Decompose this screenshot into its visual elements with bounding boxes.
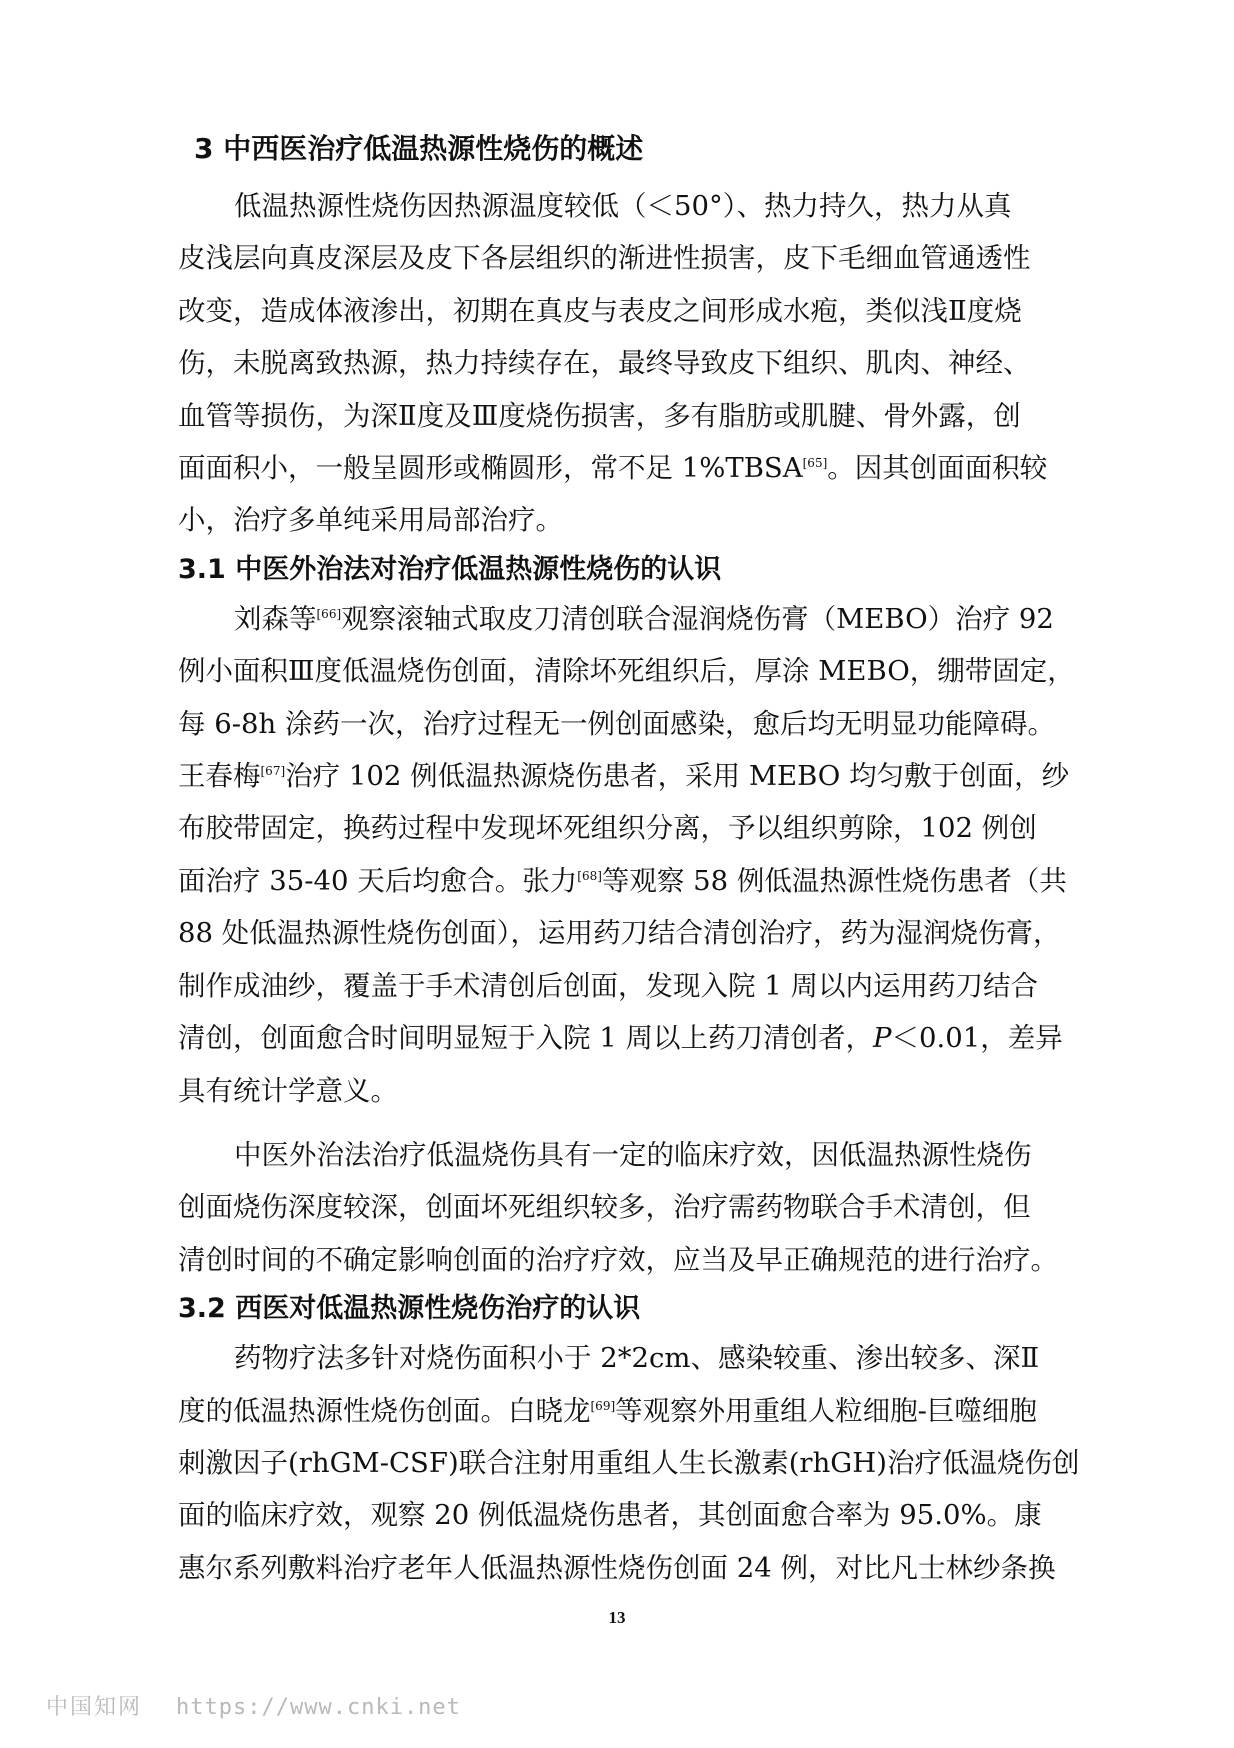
text-line: 例小面积Ⅲ度低温烧伤创面，清除坏死组织后，厚涂 MEBO，绷带固定， (178, 655, 1075, 688)
text-span: 治疗 102 例低温热源烧伤患者，采用 MEBO 均匀敷于创面，纱 (285, 760, 1070, 793)
section-3-1-paragraph-1 (178, 593, 1078, 1117)
text-line: 制作成油纱，覆盖于手术清创后创面，发现入院 1 周以内运用药刀结合 (178, 969, 1038, 1002)
page-content (178, 126, 1078, 1594)
text-span: 。因其创面面积较 (827, 452, 1048, 485)
text-span: 刘森等 (234, 602, 317, 635)
text-span: 面治疗 35-40 天后均愈合。张力 (178, 864, 578, 897)
section-3-1-paragraph-2 (178, 1129, 1078, 1286)
text-line: 血管等损伤，为深Ⅱ度及Ⅲ度烧伤损害，多有脂肪或肌腱、骨外露，创 (178, 399, 1021, 432)
text-line: 低温热源性烧伤因热源温度较低（＜50°）、热力持久，热力从真 (234, 190, 1012, 222)
text-line: 惠尔系列敷料治疗老年人低温热源性烧伤创面 24 例，对比凡士林纱条换 (178, 1551, 1056, 1584)
text-line: 每 6-8h 涂药一次，治疗过程无一例创面感染，愈后均无明显功能障碍。 (178, 707, 1055, 740)
text-line: 中医外治法治疗低温烧伤具有一定的临床疗效，因低温热源性烧伤 (234, 1138, 1032, 1171)
text-line: 面的临床疗效，观察 20 例低温烧伤患者，其创面愈合率为 95.0%。康 (178, 1499, 1042, 1532)
citation-67: [67] (260, 763, 286, 778)
citation-68: [68] (577, 868, 602, 883)
text-line: 清创时间的不确定影响创面的治疗疗效，应当及早正确规范的进行治疗。 (178, 1243, 1058, 1276)
section-3-1-heading: 3.1 中医外治法对治疗低温热源性烧伤的认识 (178, 553, 722, 585)
page-number: 13 (608, 1608, 626, 1627)
text-line: 小，治疗多单纯采用局部治疗。 (178, 504, 563, 537)
section-3-heading: 3 中西医治疗低温热源性烧伤的概述 (194, 132, 644, 165)
text-span: 等观察外用重组人粒细胞-巨噬细胞 (615, 1394, 1037, 1427)
text-line: 布胶带固定，换药过程中发现坏死组织分离，予以组织剪除，102 例创 (178, 812, 1037, 845)
text-span: 王春梅 (178, 760, 261, 793)
p-value-symbol: P (872, 1022, 892, 1055)
text-line (178, 593, 1078, 645)
text-line: 创面烧伤深度较深，创面坏死组织较多，治疗需药物联合手术清创，但 (178, 1191, 1031, 1224)
citation-65: [65] (802, 455, 828, 470)
text-line (178, 855, 1078, 907)
text-line: 伤，未脱离致热源，热力持续存在，最终导致皮下组织、肌肉、神经、 (178, 347, 1031, 380)
text-line: 刺激因子(rhGM-CSF)联合注射用重组人生长激素(rhGH)治疗低温烧伤创 (178, 1446, 1080, 1479)
text-span: ＜0.01，差异 (891, 1022, 1063, 1055)
text-line (178, 750, 1078, 802)
text-line: 皮浅层向真皮深层及皮下各层组织的渐进性损害，皮下毛细血管通透性 (178, 242, 1031, 275)
section-3-2-heading: 3.2 西医对低温热源性烧伤治疗的认识 (178, 1293, 641, 1325)
text-line: 88 处低温热源性烧伤创面），运用药刀结合清创治疗，药为湿润烧伤膏， (178, 917, 1061, 950)
text-line (178, 442, 1078, 494)
text-line (178, 1012, 1078, 1064)
text-line: 改变，造成体液渗出，初期在真皮与表皮之间形成水疱，类似浅Ⅱ度烧 (178, 294, 1022, 327)
section-3-2-paragraph (178, 1332, 1078, 1594)
text-span: 度的低温热源性烧伤创面。白晓龙 (178, 1394, 591, 1427)
text-line: 药物疗法多针对烧伤面积小于 2*2cm、感染较重、渗出较多、深Ⅱ (234, 1342, 1040, 1375)
section-3-paragraph (178, 180, 1078, 547)
cnki-brand: 中国知网 (46, 1695, 143, 1720)
text-span: 观察滚轴式取皮刀清创联合湿润烧伤膏（MEBO）治疗 92 (341, 602, 1054, 635)
text-line (178, 1385, 1078, 1437)
citation-66: [66] (316, 606, 342, 621)
text-span: 等观察 58 例低温热源性烧伤患者（共 (601, 864, 1067, 897)
text-span: 面面积小，一般呈圆形或椭圆形，常不足 1%TBSA (178, 452, 803, 485)
cnki-url: https://www.cnki.net (176, 1695, 461, 1720)
text-line: 具有统计学意义。 (178, 1074, 398, 1107)
cnki-footer (46, 1690, 461, 1721)
citation-69: [69] (590, 1398, 616, 1413)
text-span: 清创，创面愈合时间明显短于入院 1 周以上药刀清创者， (178, 1022, 873, 1055)
